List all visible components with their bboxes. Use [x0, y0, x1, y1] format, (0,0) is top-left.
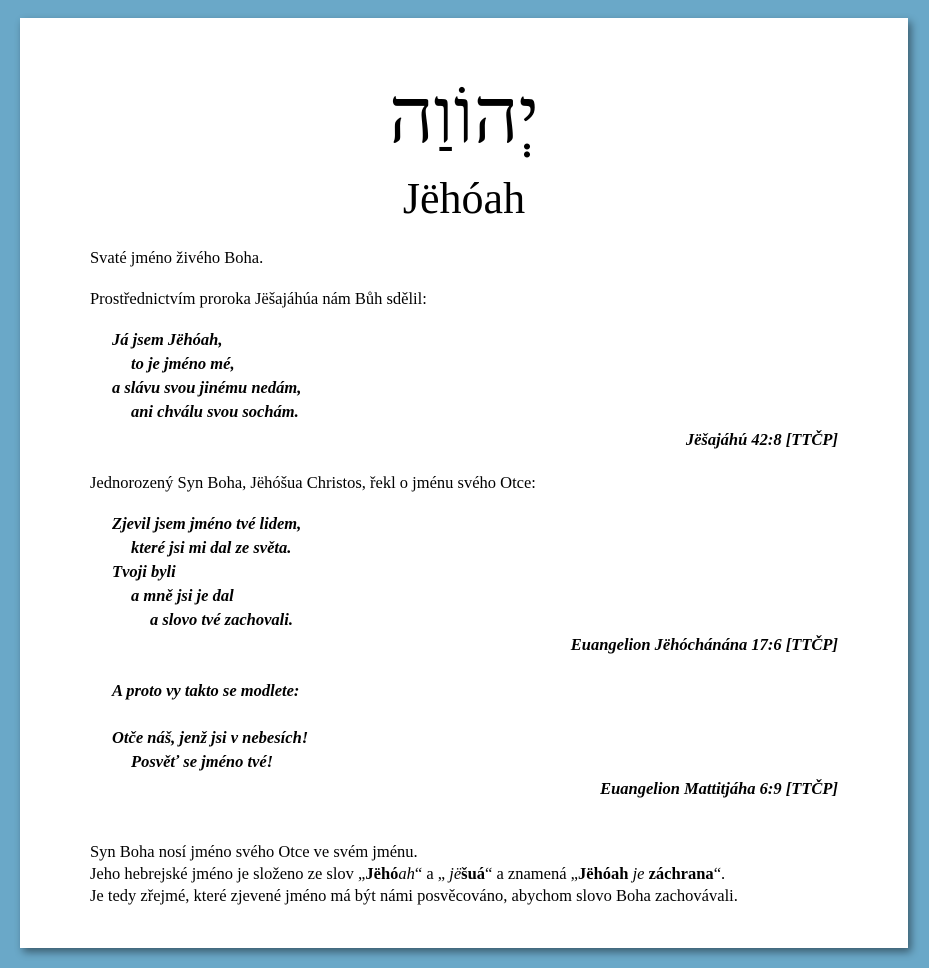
quote-1: [112, 328, 301, 424]
quote-2-reference: Euangelion Jëhóchánána 17:6 [TTČP]: [570, 635, 838, 654]
quote-1-line: Já jsem Jëhóah,: [112, 330, 223, 349]
hebrew-name-heading: יְהוֹוַה: [388, 71, 540, 161]
quote-2: [112, 512, 301, 632]
text-run: záchrana: [648, 864, 714, 883]
text-run: “.: [713, 864, 726, 883]
quote-2-line: které jsi mi dal ze světa.: [131, 538, 292, 557]
intro-line-1: Svaté jméno živého Boha.: [90, 248, 264, 267]
text-run: jë: [449, 864, 462, 883]
quote-3-line: Otče náš, jenž jsi v nebesích!: [112, 728, 309, 747]
quote-1-line: a slávu svou jinému nedám,: [112, 378, 302, 397]
quote-1-line: to je jméno mé,: [131, 354, 235, 373]
text-run: “ a „: [414, 864, 450, 883]
quote-3: [112, 726, 308, 774]
text-run: Jeho hebrejské jméno je složeno ze slov „: [90, 864, 366, 883]
quote-2-line: a slovo tvé zachovali.: [150, 610, 293, 629]
paragraph-2: Jednorozený Syn Boha, Jëhóšua Christos, řekl o jménu svého Otce:: [90, 473, 536, 492]
text-run: ah: [398, 864, 415, 883]
text-run: Jëhóah: [578, 864, 629, 883]
quote-2-line: Tvoji byli: [112, 562, 176, 581]
quote-1-line: ani chválu svou sochám.: [131, 402, 299, 421]
text-run: “ a znamená „: [485, 864, 578, 883]
quote-2-line: Zjevil jsem jméno tvé lidem,: [112, 514, 302, 533]
text-run: šuá: [461, 864, 486, 883]
quote-3-reference: Euangelion Mattitjáha 6:9 [TTČP]: [600, 779, 838, 798]
closing-line-1: Syn Boha nosí jméno svého Otce ve svém jménu.: [90, 842, 418, 861]
document-page: [20, 18, 908, 948]
closing-line-2: [90, 863, 725, 885]
quote-3-line: Posvěť se jméno tvé!: [131, 752, 274, 771]
intro-line-2: Prostřednictvím proroka Jëšajáhúa nám Bůh sdělil:: [90, 289, 427, 308]
quote-1-reference: Jëšajáhú 42:8 [TTČP]: [685, 430, 838, 449]
page-title: Jëhóah: [402, 174, 526, 223]
quote-3-intro: A proto vy takto se modlete:: [112, 681, 300, 700]
text-run: je: [628, 864, 649, 883]
text-run: Jëhó: [365, 864, 399, 883]
quote-2-line: a mně jsi je dal: [131, 586, 234, 605]
closing-line-3: Je tedy zřejmé, které zjevené jméno má být námi posvěcováno, abychom slovo Boha zachovávali.: [90, 886, 738, 905]
